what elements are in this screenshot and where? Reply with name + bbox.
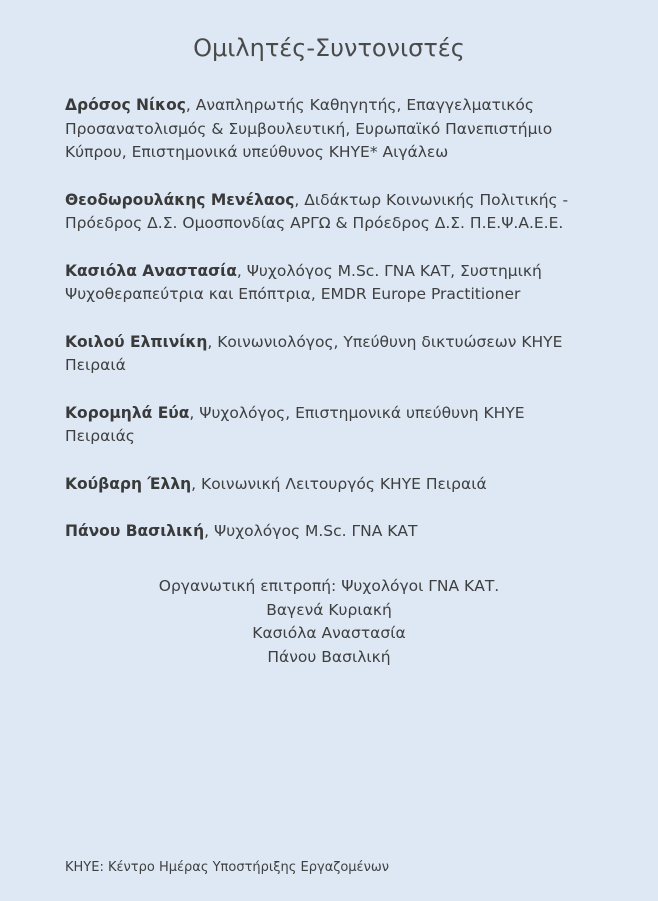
speaker-name: Πάνου Βασιλική [65,522,205,540]
speaker-name: Κορομηλά Εύα [65,403,190,422]
speaker-description: , Κοινωνική Λειτουργός ΚΗΥΕ Πειραιά [191,474,487,493]
speaker-description: , Διδάκτωρ Κοινωνικής Πολιτικής - Πρόεδρος Δ.Σ. Ομοσπονδίας ΑΡΓΩ & Πρόεδρος Δ.Σ. Π.Ε.Ψ.Α.Ε.Ε. [65,190,569,232]
speaker-name: Δρόσος Νίκος [65,96,186,114]
footnote: ΚΗΥΕ: Κέντρο Ημέρας Υποστήριξης Εργαζομένων [65,860,389,875]
organizing-committee [0,575,658,669]
speaker-description: , Ψυχολόγος M.Sc. ΓΝΑ ΚΑΤ [204,522,418,540]
page-title: Ομιλητές-Συντονιστές [193,34,465,62]
speaker-entry [65,260,595,307]
speaker-name: Θεοδωρουλάκης Μενέλαος [65,190,295,209]
committee-member: Βαγενά Κυριακή [266,600,392,619]
speaker-entry [65,402,595,449]
speaker-description: , Ψυχολόγος M.Sc. ΓΝΑ ΚΑΤ, Συστημική Ψυχοθεραπεύτρια και Επόπτρια, EMDR Europe Practitioner [65,261,542,303]
speaker-description: , Αναπληρωτής Καθηγητής, Επαγγελματικός Προσανατολισμός & Συμβουλευτική, Ευρωπαϊκό Πανεπιστήμιο Κύπρου, Επιστημονικά υπεύθυνος ΚΗΥΕ* Αιγάλεω [65,96,553,161]
speaker-list [65,94,595,568]
speaker-entry [65,473,595,497]
committee-heading: Οργανωτική επιτροπή: Ψυχολόγοι ΓΝΑ ΚΑΤ. [158,577,500,595]
speaker-name: Κούβαρη Έλλη [65,474,192,493]
committee-member: Πάνου Βασιλική [267,647,391,666]
speaker-entry [65,94,595,165]
committee-member: Κασιόλα Αναστασία [252,624,406,642]
speaker-description: , Κοινωνιολόγος, Υπεύθυνη δικτυώσεων ΚΗΥΕ Πειραιά [65,332,563,374]
speaker-entry [65,331,595,378]
speaker-description: , Ψυχολόγος, Επιστημονικά υπεύθυνη ΚΗΥΕ Πειραιάς [65,403,525,445]
speaker-entry [65,189,595,236]
speaker-entry [65,520,595,544]
speaker-name: Κασιόλα Αναστασία [65,261,237,280]
speaker-name: Κοιλού Ελπινίκη [65,332,208,351]
